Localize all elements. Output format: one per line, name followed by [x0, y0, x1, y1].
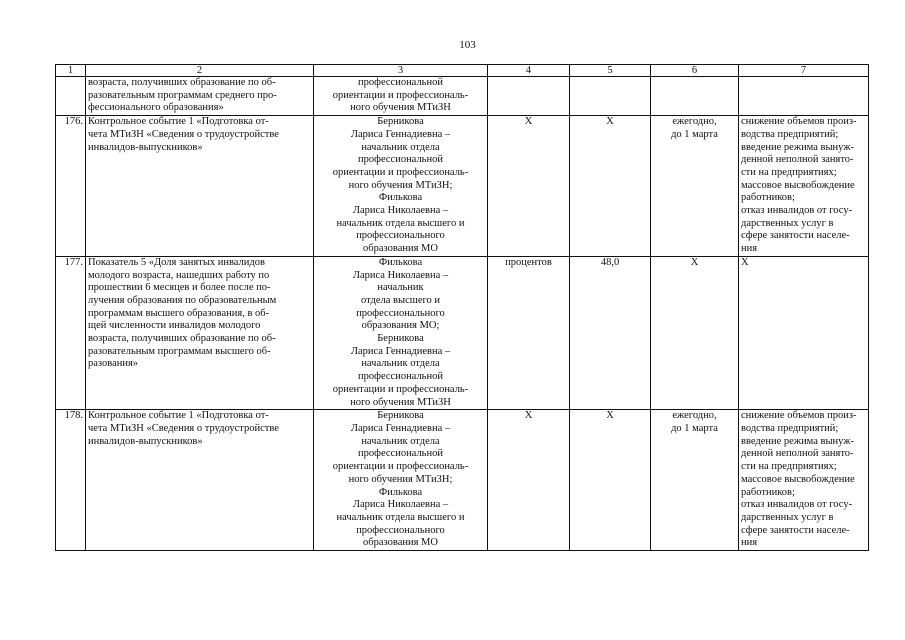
target-value-cell — [570, 256, 651, 409]
responsible-persons-line: ориентации и профессиональ- — [332, 461, 469, 473]
column-number-header: 7 — [739, 65, 869, 77]
measures-table — [55, 64, 869, 551]
target-value-line: 48,0 — [600, 256, 620, 268]
event-description-line: молодого возраста, нашедших работу по — [88, 269, 270, 281]
column-number-row — [56, 65, 869, 77]
event-description-line: возраста, получивших образование по об- — [88, 77, 276, 88]
target-value-cell — [570, 77, 651, 116]
risks-line: сфере занятости населе- — [741, 230, 850, 242]
responsible-persons-line: ориентации и профессиональ- — [332, 383, 469, 395]
responsible-persons-line: ного обучения МТиЗН; — [348, 473, 453, 485]
responsible-persons-line: Лариса Геннадиевна – — [350, 345, 451, 357]
responsible-persons-line: начальник — [377, 282, 424, 294]
event-description-line: Контрольное событие 1 «Подготовка от- — [88, 410, 269, 422]
responsible-persons-line: профессиональной — [358, 154, 443, 166]
responsible-persons-line: Берникова — [377, 333, 424, 345]
event-description-line: Показатель 5 «Доля занятых инвалидов — [88, 256, 265, 268]
page-number: 103 — [459, 39, 476, 51]
responsible-persons-line: профессионального — [356, 524, 445, 536]
column-number-header: 2 — [86, 65, 314, 77]
responsible-persons-line: образования МО — [363, 537, 438, 549]
risks-line: введение режима вынуж- — [741, 435, 855, 447]
responsible-persons-line: начальник отдела высшего и — [336, 511, 465, 523]
responsible-persons-cell — [314, 77, 488, 116]
risks-line: водства предприятий; — [741, 422, 839, 434]
deadline-line: ежегодно, — [672, 116, 717, 128]
deadline-line: до 1 марта — [671, 422, 718, 434]
event-description-line: лучения образования по образовательным — [88, 294, 277, 306]
risks-line: Х — [741, 256, 749, 268]
responsible-persons-line: профессиональной — [358, 448, 443, 460]
event-description-line: прошествии 6 месяцев и более после по- — [88, 282, 271, 294]
event-description-line: разовательным программам высшего об- — [88, 345, 271, 357]
risks-line: снижение объемов произ- — [741, 116, 857, 128]
responsible-persons-line: профессионального — [356, 307, 445, 319]
responsible-persons-line: Лариса Геннадиевна – — [350, 128, 451, 140]
risks-line: ния — [741, 537, 758, 549]
responsible-persons-line: начальник отдела — [361, 435, 440, 447]
responsible-persons-cell — [314, 256, 488, 409]
risks-line: дарственных услуг в — [741, 511, 834, 523]
risks-line: работников; — [741, 192, 795, 204]
table-row — [56, 410, 869, 551]
event-description-line: чета МТиЗН «Сведения о трудоустройстве — [88, 128, 279, 140]
responsible-persons-line: начальник отдела — [361, 358, 440, 370]
responsible-persons-cell — [314, 410, 488, 551]
table-row — [56, 256, 869, 409]
event-description-line: разования» — [88, 358, 139, 370]
risks-line: сти на предприятиях; — [741, 461, 837, 473]
event-description-line: возраста, получивших образование по об- — [88, 333, 276, 345]
responsible-persons-line: профессионального — [356, 230, 445, 242]
deadline-line: Х — [690, 256, 699, 268]
target-value-line: Х — [606, 410, 614, 422]
responsible-persons-line: Лариса Николаевна – — [352, 499, 449, 511]
event-description-line: инвалидов-выпускников» — [88, 141, 203, 153]
row-number-cell: 176. — [56, 116, 86, 257]
table-row — [56, 77, 869, 116]
deadline-line: ежегодно, — [672, 410, 717, 422]
unit-of-measure-line: Х — [524, 410, 533, 422]
responsible-persons-line: Филькова — [378, 256, 423, 268]
responsible-persons-line: ного обучения МТиЗН; — [348, 179, 453, 191]
responsible-persons-line: ориентации и профессиональ- — [332, 166, 469, 178]
responsible-persons-line: Филькова — [378, 486, 423, 498]
event-description-cell — [86, 256, 314, 409]
deadline-cell — [651, 410, 739, 551]
risks-line: снижение объемов произ- — [741, 410, 857, 422]
risks-line: дарственных услуг в — [741, 217, 834, 229]
event-description-line: инвалидов-выпускников» — [88, 435, 203, 447]
responsible-persons-line: образования МО — [363, 243, 438, 255]
responsible-persons-cell — [314, 116, 488, 257]
risks-line: работников; — [741, 486, 795, 498]
risks-cell — [739, 256, 869, 409]
responsible-persons-line: Берникова — [377, 410, 424, 422]
unit-of-measure-cell — [488, 116, 570, 257]
event-description-line: разовательным программам среднего про- — [88, 89, 277, 101]
row-number-cell: 177. — [56, 256, 86, 409]
responsible-persons-line: Лариса Николаевна – — [352, 205, 449, 217]
risks-line: массовое высвобождение — [741, 473, 855, 485]
column-number-header: 3 — [314, 65, 488, 77]
risks-line: денной неполной занято- — [741, 448, 854, 460]
target-value-cell — [570, 116, 651, 257]
risks-line: сфере занятости населе- — [741, 524, 850, 536]
unit-of-measure-cell — [488, 256, 570, 409]
target-value-cell — [570, 410, 651, 551]
event-description-line: Контрольное событие 1 «Подготовка от- — [88, 116, 269, 128]
risks-cell — [739, 77, 869, 116]
unit-of-measure-line: Х — [524, 116, 533, 128]
unit-of-measure-cell — [488, 77, 570, 116]
risks-line: массовое высвобождение — [741, 179, 855, 191]
row-number-cell: 178. — [56, 410, 86, 551]
deadline-cell — [651, 77, 739, 116]
responsible-persons-line: начальник отдела высшего и — [336, 217, 465, 229]
column-number-header: 5 — [570, 65, 651, 77]
risks-line: денной неполной занято- — [741, 154, 854, 166]
unit-of-measure-line: процентов — [505, 256, 552, 268]
responsible-persons-line: ориентации и профессиональ- — [332, 89, 469, 101]
column-number-header: 4 — [488, 65, 570, 77]
responsible-persons-line: начальник отдела — [361, 141, 440, 153]
column-number-header: 6 — [651, 65, 739, 77]
responsible-persons-line: ного обучения МТиЗН — [350, 102, 451, 114]
event-description-line: чета МТиЗН «Сведения о трудоустройстве — [88, 422, 279, 434]
deadline-cell — [651, 116, 739, 257]
risks-cell — [739, 116, 869, 257]
responsible-persons-line: образования МО; — [361, 320, 440, 332]
risks-cell — [739, 410, 869, 551]
deadline-cell — [651, 256, 739, 409]
risks-line: сти на предприятиях; — [741, 166, 837, 178]
target-value-line: Х — [606, 116, 614, 128]
row-number-cell — [56, 77, 86, 116]
responsible-persons-line: отдела высшего и — [360, 294, 441, 306]
risks-line: введение режима вынуж- — [741, 141, 855, 153]
event-description-cell — [86, 410, 314, 551]
event-description-line: фессионального образования» — [88, 102, 224, 114]
responsible-persons-line: Берникова — [377, 116, 424, 128]
responsible-persons-line: Лариса Николаевна – — [352, 269, 449, 281]
event-description-cell — [86, 77, 314, 116]
responsible-persons-line: Лариса Геннадиевна – — [350, 422, 451, 434]
table-row — [56, 116, 869, 257]
column-number-header: 1 — [56, 65, 86, 77]
responsible-persons-line: ного обучения МТиЗН — [350, 396, 451, 408]
unit-of-measure-cell — [488, 410, 570, 551]
event-description-line: программам высшего образования, в об- — [88, 307, 270, 319]
deadline-line: до 1 марта — [671, 128, 718, 140]
risks-line: ния — [741, 243, 758, 255]
risks-line: отказ инвалидов от госу- — [741, 205, 853, 217]
responsible-persons-line: профессиональной — [358, 371, 443, 383]
risks-line: отказ инвалидов от госу- — [741, 499, 853, 511]
event-description-line: щей численности инвалидов молодого — [88, 320, 261, 332]
risks-line: водства предприятий; — [741, 128, 839, 140]
event-description-cell — [86, 116, 314, 257]
responsible-persons-line: профессиональной — [358, 77, 443, 88]
responsible-persons-line: Филькова — [378, 192, 423, 204]
